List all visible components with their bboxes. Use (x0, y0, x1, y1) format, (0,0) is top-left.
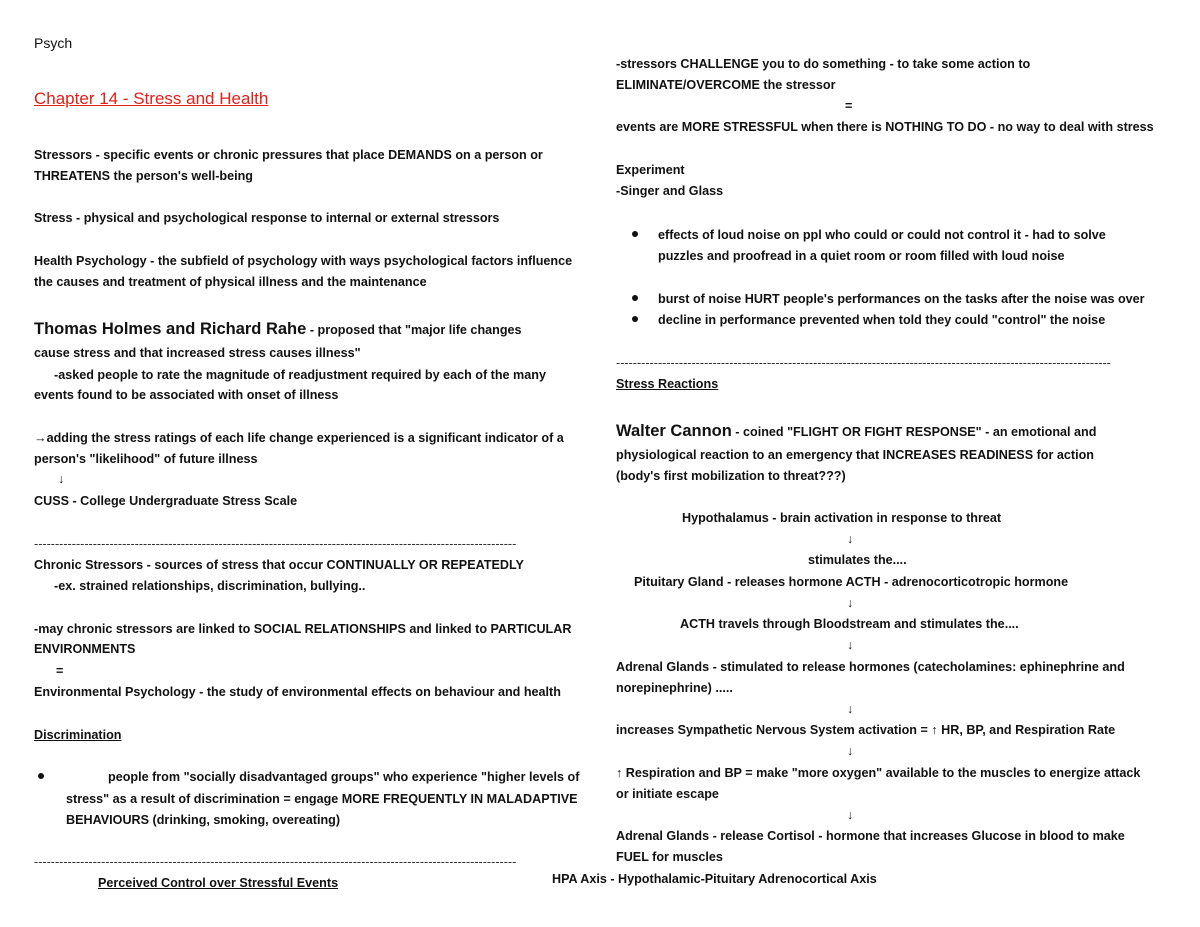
divider-1: ------------------------------------------------------------------------------------------------------------------- (34, 537, 517, 551)
holmes-rahe-line-1 (34, 318, 522, 341)
stressors-line-2: THREATENS the person's well-being (34, 169, 253, 183)
may-line-2: ENVIRONMENTS (34, 642, 136, 656)
experiment-heading: Experiment (616, 163, 685, 177)
experiment-bullet-3: decline in performance prevented when told they could "control" the noise (658, 313, 1106, 327)
hpa-axis-line: HPA Axis - Hypothalamic-Pituitary Adrenocortical Axis (552, 872, 877, 886)
cannon-line-3: (body's first mobilization to threat???) (616, 469, 846, 483)
divider-2: ------------------------------------------------------------------------------------------------------------------- (34, 855, 517, 869)
bullet-icon (632, 295, 638, 301)
down-arrow-icon: ↓ (847, 596, 854, 610)
stress-definition: Stress - physical and psychological response to internal or external stressors (34, 211, 500, 225)
adding-line-2: person's "likelihood" of future illness (34, 452, 258, 466)
holmes-rahe-text: - proposed that "major life changes (306, 323, 522, 337)
holmes-rahe-line-3: -asked people to rate the magnitude of readjustment required by each of the many (54, 368, 546, 382)
pituitary-line: Pituitary Gland - releases hormone ACTH - adrenocorticotropic hormone (634, 575, 1069, 589)
cannon-name: Walter Cannon (616, 422, 732, 440)
discrimination-line-3: BEHAVIOURS (drinking, smoking, overeating) (66, 813, 341, 827)
experiment-bullet-2: burst of noise HURT people's performances on the tasks after the noise was over (658, 292, 1145, 306)
hypothalamus-line: Hypothalamus - brain activation in response to threat (682, 511, 1002, 525)
respiration-line-2: or initiate escape (616, 787, 719, 801)
equals-sign: = (56, 664, 64, 678)
stress-reactions-heading: Stress Reactions (616, 377, 719, 391)
chronic-line-1: Chronic Stressors - sources of stress that occur CONTINUALLY OR REPEATEDLY (34, 558, 524, 572)
discrimination-heading: Discrimination (34, 728, 122, 742)
sympathetic-line: increases Sympathetic Nervous System activation = ↑ HR, BP, and Respiration Rate (616, 723, 1116, 737)
events-more-line: events are MORE STRESSFUL when there is NOTHING TO DO - no way to deal with stress (616, 120, 1154, 134)
down-arrow-icon: ↓ (847, 744, 854, 758)
health-psych-line-1: Health Psychology - the subfield of psychology with ways psychological factors influence (34, 254, 573, 268)
health-psych-line-2: the causes and treatment of physical illness and the maintenance (34, 275, 427, 289)
course-label: Psych (34, 35, 73, 51)
discrimination-line-1: people from "socially disadvantaged groups" who experience "higher levels of (108, 770, 580, 784)
challenge-line-2: ELIMINATE/OVERCOME the stressor (616, 78, 836, 92)
adding-line-1: →adding the stress ratings of each life change experienced is a significant indicator of a (34, 431, 564, 445)
adrenal-line-2b: FUEL for muscles (616, 850, 723, 864)
respiration-line-1: ↑ Respiration and BP = make "more oxygen" available to the muscles to energize attack (616, 766, 1141, 780)
env-psych-line: Environmental Psychology - the study of environmental effects on behaviour and health (34, 685, 561, 699)
equals-sign: = (845, 99, 853, 113)
singer-glass-line: -Singer and Glass (616, 184, 724, 198)
cannon-text: - coined "FLIGHT OR FIGHT RESPONSE" - an emotional and (731, 425, 1097, 439)
challenge-line-1: -stressors CHALLENGE you to do something - to take some action to (616, 57, 1031, 71)
cannon-line-2: physiological reaction to an emergency that INCREASES READINESS for action (616, 448, 1094, 462)
acth-line: ACTH travels through Bloodstream and stimulates the.... (680, 617, 1019, 631)
perceived-control-heading: Perceived Control over Stressful Events (98, 876, 339, 890)
down-arrow-icon: ↓ (58, 472, 65, 486)
bullet-icon (38, 773, 44, 779)
cuss-line: CUSS - College Undergraduate Stress Scale (34, 494, 298, 508)
bullet-icon (632, 316, 638, 322)
stimulates-line: stimulates the.... (808, 553, 907, 567)
cannon-line-1 (616, 420, 1096, 443)
down-arrow-icon: ↓ (847, 638, 854, 652)
bullet-icon (632, 231, 638, 237)
holmes-rahe-name: Thomas Holmes and Richard Rahe (34, 320, 307, 338)
adrenal-line-1a: Adrenal Glands - stimulated to release hormones (catecholamines: ephinephrine and (616, 660, 1125, 674)
experiment-bullet-1a: effects of loud noise on ppl who could or could not control it - had to solve (658, 228, 1106, 242)
discrimination-line-2: stress" as a result of discrimination = engage MORE FREQUENTLY IN MALADAPTIVE (66, 792, 578, 806)
holmes-rahe-line-2: cause stress and that increased stress causes illness" (34, 346, 361, 360)
down-arrow-icon: ↓ (847, 808, 854, 822)
chapter-title: Chapter 14 - Stress and Health (34, 89, 269, 108)
divider-3: ---------------------------------------------------------------------------------------------------------------------- (616, 356, 1111, 370)
adrenal-line-2a: Adrenal Glands - release Cortisol - hormone that increases Glucose in blood to make (616, 829, 1125, 843)
chronic-line-2: -ex. strained relationships, discrimination, bullying.. (54, 579, 366, 593)
may-line-1: -may chronic stressors are linked to SOCIAL RELATIONSHIPS and linked to PARTICULAR (34, 622, 572, 636)
stressors-line-1: Stressors - specific events or chronic pressures that place DEMANDS on a person or (34, 148, 543, 162)
holmes-rahe-line-4: events found to be associated with onset of illness (34, 388, 339, 402)
down-arrow-icon: ↓ (847, 532, 854, 546)
adrenal-line-1b: norepinephrine) ..... (616, 681, 733, 695)
down-arrow-icon: ↓ (847, 702, 854, 716)
experiment-bullet-1b: puzzles and proofread in a quiet room or room filled with loud noise (658, 249, 1065, 263)
